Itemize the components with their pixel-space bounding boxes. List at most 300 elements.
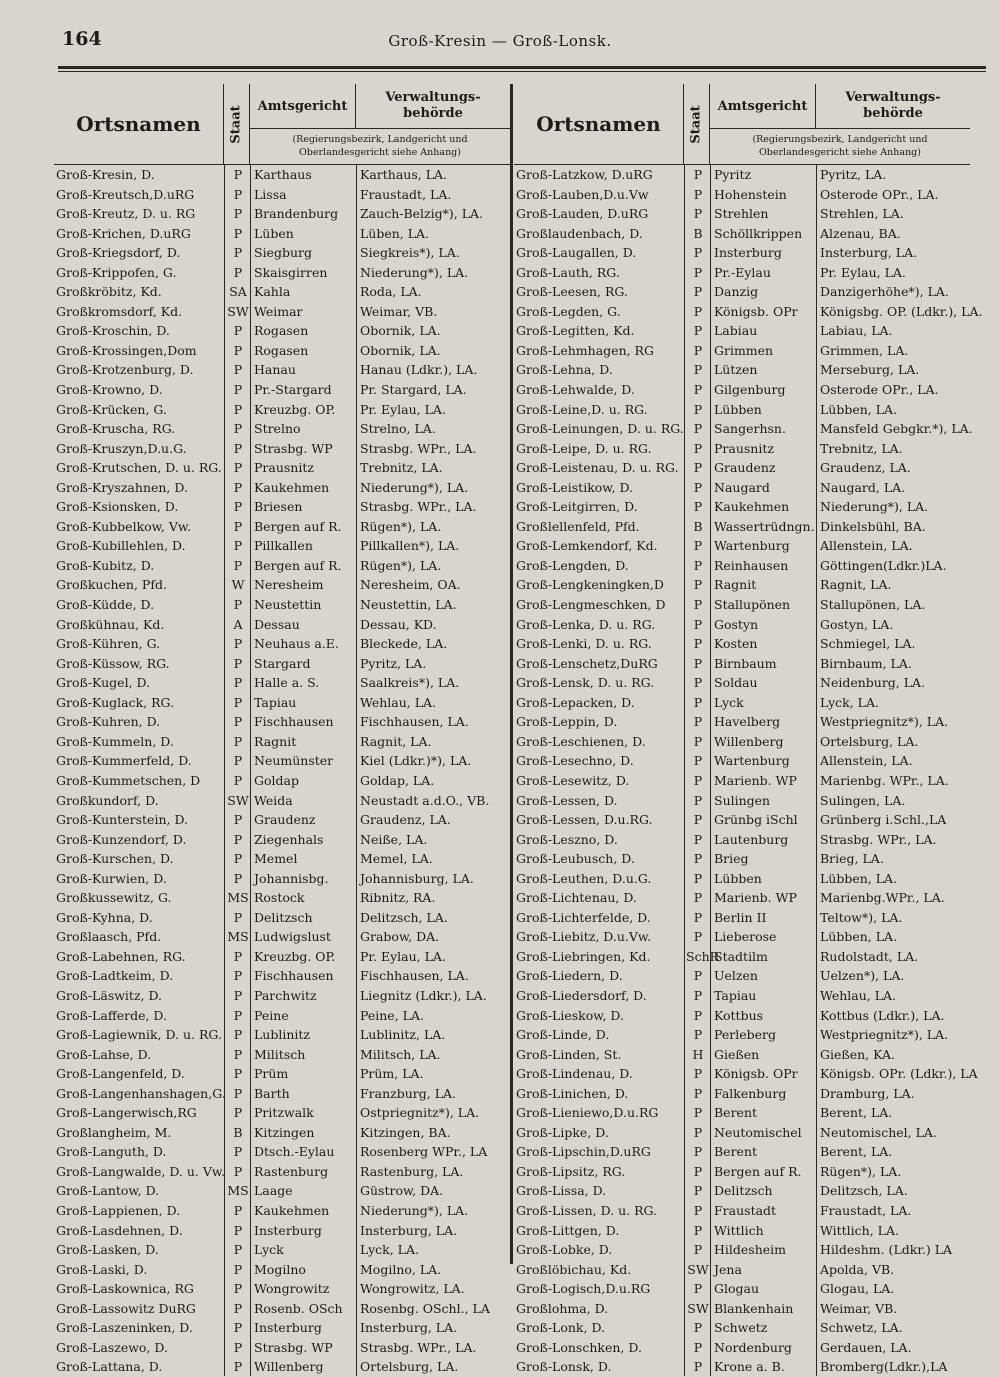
verwaltung-cell: Brieg, LA.	[820, 851, 884, 867]
amtsgericht-cell: Gilgenburg	[714, 382, 786, 398]
amtsgericht-cell: Willenberg	[254, 1359, 324, 1375]
state-code: P	[693, 382, 703, 398]
place-name: Groß-Langenfeld, D.	[56, 1066, 185, 1082]
verwaltung-cell: Rügen*), LA.	[360, 557, 442, 573]
state-code: P	[693, 284, 703, 300]
state-code: P	[233, 968, 243, 984]
table-row	[54, 341, 510, 361]
amtsgericht-cell: Strehlen	[714, 206, 769, 222]
state-code: P	[233, 440, 243, 456]
verwaltung-cell: Rügen*), LA.	[820, 1163, 902, 1179]
state-code: B	[233, 1124, 243, 1140]
verwaltung-cell: Glogau, LA.	[820, 1281, 895, 1297]
table-row	[514, 966, 970, 986]
amtsgericht-cell: Lübben	[714, 870, 762, 886]
verwaltung-cell: Karthaus, LA.	[360, 167, 448, 182]
amtsgericht-cell: Parchwitz	[254, 987, 317, 1003]
state-code: P	[233, 1105, 243, 1121]
verwaltung-cell: Osterode OPr., LA.	[820, 186, 939, 202]
table-row	[54, 165, 510, 185]
place-name: Groß-Kubbelkow, Vw.	[56, 518, 192, 534]
place-name: Groß-Leistikow, D.	[516, 479, 634, 495]
header-staat	[684, 84, 710, 164]
header-verwaltung: Verwaltungs-behörde	[385, 90, 481, 121]
place-name: Großlohma, D.	[516, 1300, 609, 1316]
table-row	[514, 1260, 970, 1280]
table-row	[54, 810, 510, 830]
state-code: P	[233, 518, 243, 534]
state-code: P	[693, 1007, 703, 1023]
amtsgericht-cell: Grimmen	[714, 342, 774, 358]
table-row	[54, 654, 510, 674]
table-row	[514, 1084, 970, 1104]
table-row	[514, 830, 970, 850]
verwaltung-cell: Göttingen(Ldkr.)LA.	[820, 557, 947, 573]
place-name: Großkussewitz, G.	[56, 890, 172, 906]
verwaltung-cell: Lüben, LA.	[360, 225, 430, 241]
state-code: P	[693, 538, 703, 554]
place-name: Groß-Läswitz, D.	[56, 987, 163, 1003]
amtsgericht-cell: Pyritz	[714, 167, 752, 182]
amtsgericht-cell: Schöllkrippen	[714, 225, 803, 241]
verwaltung-cell: Roda, LA.	[360, 284, 422, 300]
table-row	[514, 712, 970, 732]
table-row	[54, 986, 510, 1006]
verwaltung-cell: Rudolstadt, LA.	[820, 948, 919, 964]
table-row	[514, 517, 970, 537]
state-code: P	[233, 655, 243, 671]
verwaltung-cell: Rosenbg. OSchl., LA	[360, 1300, 490, 1316]
table-row	[54, 1025, 510, 1045]
verwaltung-cell: Ostpriegnitz*), LA.	[360, 1105, 480, 1121]
verwaltung-cell: Siegkreis*), LA.	[360, 245, 460, 261]
amtsgericht-cell: Berent	[714, 1144, 758, 1160]
table-row	[54, 1142, 510, 1162]
place-name: Groß-Lappienen, D.	[56, 1202, 181, 1218]
amtsgericht-cell: Willenberg	[714, 733, 784, 749]
amtsgericht-cell: Insterburg	[714, 245, 782, 261]
table-row	[514, 810, 970, 830]
header-staat-label: Staat	[229, 104, 244, 144]
verwaltung-cell: Gostyn, LA.	[820, 616, 894, 632]
table-row	[514, 1162, 970, 1182]
amtsgericht-cell: Neutomischel	[714, 1124, 802, 1140]
table-row	[514, 360, 970, 380]
place-name: Groß-Liedersdorf, D.	[516, 987, 647, 1003]
amtsgericht-cell: Lüben	[254, 225, 294, 241]
place-name: Groß-Leppin, D.	[516, 714, 618, 730]
verwaltung-cell: Lübben, LA.	[820, 929, 898, 945]
table-row	[514, 693, 970, 713]
verwaltung-cell: Berent, LA.	[820, 1105, 893, 1121]
table-row	[54, 908, 510, 928]
state-code: W	[231, 577, 245, 593]
place-name: Groß-Lipschin,D.uRG	[516, 1144, 651, 1160]
state-code: P	[233, 1320, 243, 1336]
place-name: Großkühnau, Kd.	[56, 616, 165, 632]
table-row	[54, 830, 510, 850]
verwaltung-cell: Trebnitz, LA.	[360, 460, 443, 476]
state-code: P	[693, 1242, 703, 1258]
place-name: Groß-Kriegsdorf, D.	[56, 245, 181, 261]
place-name: Groß-Lasdehnen, D.	[56, 1222, 183, 1238]
amtsgericht-cell: Krone a. B.	[714, 1359, 785, 1375]
state-code: P	[233, 421, 243, 437]
table-row	[514, 497, 970, 517]
table-row	[54, 1357, 510, 1377]
state-code: P	[233, 1046, 243, 1062]
verwaltung-cell: Westpriegnitz*), LA.	[820, 1027, 949, 1043]
verwaltung-cell: Uelzen*), LA.	[820, 968, 905, 984]
table-row	[54, 224, 510, 244]
state-code: P	[233, 870, 243, 886]
state-code: P	[233, 1027, 243, 1043]
table-row	[514, 927, 970, 947]
amtsgericht-cell: Rostock	[254, 890, 305, 906]
state-code: P	[693, 968, 703, 984]
verwaltung-cell: Fraustadt, LA.	[360, 186, 452, 202]
amtsgericht-cell: Lyck	[714, 694, 744, 710]
amtsgericht-cell: Falkenburg	[714, 1085, 787, 1101]
place-name: Großlellenfeld, Pfd.	[516, 518, 640, 534]
verwaltung-cell: Dramburg, LA.	[820, 1085, 915, 1101]
verwaltung-cell: Obornik, LA.	[360, 342, 441, 358]
place-name: Groß-Lengkeningken,D	[516, 577, 664, 593]
amtsgericht-cell: Gostyn	[714, 616, 759, 632]
state-code: P	[233, 1339, 243, 1355]
place-name: Groß-Laugallen, D.	[516, 245, 637, 261]
amtsgericht-cell: Neustettin	[254, 597, 322, 613]
table-row	[54, 282, 510, 302]
state-code: P	[233, 186, 243, 202]
state-code: P	[693, 1144, 703, 1160]
place-name: Groß-Kyhna, D.	[56, 909, 153, 925]
amtsgericht-cell: Berlin II	[714, 909, 767, 925]
amtsgericht-cell: Gießen	[714, 1046, 760, 1062]
place-name: Groß-Lehwalde, D.	[516, 382, 635, 398]
amtsgericht-cell: Soldau	[714, 675, 758, 691]
place-name: Groß-Linichen, D.	[516, 1085, 629, 1101]
place-name: Groß-Legitten, Kd.	[516, 323, 635, 339]
amtsgericht-cell: Wittlich	[714, 1222, 764, 1238]
verwaltung-cell: Militsch, LA.	[360, 1046, 441, 1062]
place-name: Groß-Kruszyn,D.u.G.	[56, 440, 187, 456]
table-row	[54, 243, 510, 263]
column-rule	[710, 164, 711, 1376]
state-code: P	[233, 909, 243, 925]
amtsgericht-cell: Stadtilm	[714, 948, 768, 964]
verwaltung-cell: Pillkallen*), LA.	[360, 538, 460, 554]
amtsgericht-cell: Havelberg	[714, 714, 781, 730]
verwaltung-cell: Schmiegel, LA.	[820, 636, 916, 652]
state-code: SchR	[686, 948, 720, 964]
header-staat	[224, 84, 250, 164]
column-rule	[224, 164, 225, 1376]
verwaltung-cell: Strasbg. WPr., LA.	[820, 831, 937, 847]
verwaltung-cell: Weimar, VB.	[820, 1300, 898, 1316]
verwaltung-cell: Königsb. OPr. (Ldkr.), LA	[820, 1066, 978, 1082]
place-name: Groß-Kubitz, D.	[56, 557, 155, 573]
table-row	[54, 888, 510, 908]
verwaltung-cell: Pr. Eylau, LA.	[360, 401, 446, 417]
verwaltung-cell: Lyck, LA.	[820, 694, 879, 710]
table-row	[514, 243, 970, 263]
state-code: P	[233, 831, 243, 847]
verwaltung-cell: Bromberg(Ldkr.),LA	[820, 1359, 948, 1375]
verwaltung-cell: Rügen*), LA.	[360, 518, 442, 534]
table-row	[514, 1357, 970, 1377]
table-row	[54, 947, 510, 967]
table-row	[514, 771, 970, 791]
table-row	[54, 263, 510, 283]
header-staat-label: Staat	[689, 104, 704, 144]
table-row	[514, 1045, 970, 1065]
amtsgericht-cell: Bergen auf R.	[254, 557, 342, 573]
amtsgericht-cell: Rogasen	[254, 342, 309, 358]
place-name: Groß-Lahse, D.	[56, 1046, 152, 1062]
state-code: P	[233, 479, 243, 495]
verwaltung-cell: Güstrow, DA.	[360, 1183, 444, 1199]
verwaltung-cell: Strasbg. WPr., LA.	[360, 1339, 477, 1355]
amtsgericht-cell: Rastenburg	[254, 1163, 329, 1179]
amtsgericht-cell: Schwetz	[714, 1320, 768, 1336]
place-name: Groß-Kurwien, D.	[56, 870, 167, 886]
verwaltung-cell: Graudenz, LA.	[360, 812, 451, 828]
place-name: Groß-Kuglack, RG.	[56, 694, 175, 710]
place-name: Groß-Lensk, D. u. RG.	[516, 675, 655, 691]
state-code: P	[693, 792, 703, 808]
table-row	[514, 908, 970, 928]
table-row	[514, 595, 970, 615]
place-name: Groß-Langwalde, D. u. Vw.	[56, 1163, 226, 1179]
state-code: B	[693, 518, 703, 534]
state-code: MS	[227, 929, 249, 945]
amtsgericht-cell: Lublinitz	[254, 1027, 311, 1043]
verwaltung-cell: Niederung*), LA.	[360, 1202, 469, 1218]
verwaltung-cell: Insterburg, LA.	[360, 1320, 458, 1336]
verwaltung-cell: Grimmen, LA.	[820, 342, 909, 358]
state-code: P	[233, 538, 243, 554]
state-code: P	[693, 636, 703, 652]
amtsgericht-cell: Reinhausen	[714, 557, 789, 573]
state-code: P	[233, 1163, 243, 1179]
place-name: Groß-Krotzenburg, D.	[56, 362, 194, 378]
place-name: Groß-Lepacken, D.	[516, 694, 635, 710]
place-name: Groß-Kurschen, D.	[56, 851, 174, 867]
rows-left	[54, 165, 510, 1377]
verwaltung-cell: Strasbg. WPr., LA.	[360, 440, 477, 456]
verwaltung-cell: Liegnitz (Ldkr.), LA.	[360, 987, 487, 1003]
place-name: Groß-Ladtkeim, D.	[56, 968, 174, 984]
verwaltung-cell: Johannisburg, LA.	[360, 870, 474, 886]
verwaltung-cell: Fischhausen, LA.	[360, 714, 469, 730]
table-row	[514, 1279, 970, 1299]
place-name: Großlaudenbach, D.	[516, 225, 643, 241]
amtsgericht-cell: Ludwigslust	[254, 929, 331, 945]
amtsgericht-cell: Fraustadt	[714, 1202, 777, 1218]
state-code: P	[693, 1222, 703, 1238]
amtsgericht-cell: Ziegenhals	[254, 831, 324, 847]
table-row	[514, 888, 970, 908]
place-name: Groß-Kreutz, D. u. RG	[56, 206, 196, 222]
center-divider	[510, 84, 513, 1264]
verwaltung-cell: Hanau (Ldkr.), LA.	[360, 362, 478, 378]
verwaltung-cell: Neustettin, LA.	[360, 597, 457, 613]
verwaltung-cell: Pr. Eylau, LA.	[820, 264, 906, 280]
verwaltung-cell: Weimar, VB.	[360, 303, 438, 319]
header-ortsnamen: Ortsnamen	[514, 84, 684, 164]
state-code: P	[693, 1027, 703, 1043]
state-code: P	[693, 890, 703, 906]
amtsgericht-cell: Peine	[254, 1007, 289, 1023]
page-number: 164	[62, 28, 102, 50]
amtsgericht-cell: Ragnit	[714, 577, 757, 593]
verwaltung-cell: Allenstein, LA.	[820, 538, 913, 554]
table-row	[54, 615, 510, 635]
table-row	[54, 1240, 510, 1260]
place-name: Groß-Lassowitz DuRG	[56, 1300, 196, 1316]
table-row	[54, 1006, 510, 1026]
table-row	[54, 1318, 510, 1338]
place-name: Groß-Latzkow, D.uRG	[516, 167, 653, 182]
amtsgericht-cell: Wassertrüdngn.	[714, 518, 815, 534]
verwaltung-cell: Ribnitz, RA.	[360, 890, 436, 906]
state-code: P	[233, 812, 243, 828]
table-row	[54, 1084, 510, 1104]
state-code: P	[693, 1339, 703, 1355]
state-code: P	[233, 382, 243, 398]
state-code: P	[233, 460, 243, 476]
table-row	[514, 1240, 970, 1260]
place-name: Groß-Kunterstein, D.	[56, 812, 189, 828]
table-row	[514, 478, 970, 498]
table-row	[514, 673, 970, 693]
place-name: Groß-Kubillehlen, D.	[56, 538, 186, 554]
place-name: Groß-Leesen, RG.	[516, 284, 628, 300]
amtsgericht-cell: Kitzingen	[254, 1124, 315, 1140]
state-code: P	[693, 851, 703, 867]
state-code: P	[233, 1359, 243, 1375]
table-row	[54, 927, 510, 947]
state-code: P	[693, 812, 703, 828]
verwaltung-cell: Niederung*), LA.	[360, 264, 469, 280]
state-code: P	[693, 303, 703, 319]
place-name: Groß-Laski, D.	[56, 1261, 148, 1277]
header-ortsnamen: Ortsnamen	[54, 84, 224, 164]
place-name: Groß-Kroschin, D.	[56, 323, 170, 339]
state-code: P	[693, 870, 703, 886]
amtsgericht-cell: Skaisgirren	[254, 264, 328, 280]
place-name: Groß-Lenka, D. u. RG.	[516, 616, 656, 632]
verwaltung-cell: Kottbus (Ldkr.), LA.	[820, 1007, 945, 1023]
amtsgericht-cell: Siegburg	[254, 245, 312, 261]
amtsgericht-cell: Neumünster	[254, 753, 334, 769]
state-code: P	[693, 1359, 703, 1375]
place-name: Groß-Liebitz, D.u.Vw.	[516, 929, 652, 945]
place-name: Groß-Kummeln, D.	[56, 733, 174, 749]
amtsgericht-cell: Prausnitz	[254, 460, 314, 476]
amtsgericht-cell: Lieberose	[714, 929, 777, 945]
table-row	[54, 849, 510, 869]
amtsgericht-cell: Stargard	[254, 655, 311, 671]
state-code: P	[693, 1085, 703, 1101]
amtsgericht-cell: Sulingen	[714, 792, 771, 808]
table-row	[54, 1123, 510, 1143]
amtsgericht-cell: Delitzsch	[714, 1183, 773, 1199]
state-code: P	[233, 1242, 243, 1258]
state-code: P	[693, 714, 703, 730]
amtsgericht-cell: Lyck	[254, 1242, 284, 1258]
table-row	[54, 360, 510, 380]
place-name: Groß-Leitgirren, D.	[516, 499, 638, 515]
verwaltung-cell: Gießen, KA.	[820, 1046, 895, 1062]
table-row	[54, 751, 510, 771]
amtsgericht-cell: Pr.-Eylau	[714, 264, 771, 280]
place-name: Groß-Küdde, D.	[56, 597, 155, 613]
amtsgericht-cell: Laage	[254, 1183, 293, 1199]
amtsgericht-cell: Graudenz	[254, 812, 316, 828]
state-code: P	[693, 460, 703, 476]
amtsgericht-cell: Neuhaus a.E.	[254, 636, 339, 652]
table-row	[514, 1103, 970, 1123]
place-name: Groß-Leine,D. u. RG.	[516, 401, 648, 417]
table-row	[54, 380, 510, 400]
place-name: Groß-Ksionsken, D.	[56, 499, 179, 515]
table-row	[514, 849, 970, 869]
state-code: P	[233, 1222, 243, 1238]
table-row	[514, 751, 970, 771]
amtsgericht-cell: Lübben	[714, 401, 762, 417]
place-name: Groß-Lenki, D. u. RG.	[516, 636, 652, 652]
verwaltung-cell: Neustadt a.d.O., VB.	[360, 792, 490, 808]
top-rule	[58, 66, 986, 69]
amtsgericht-cell: Tapiau	[254, 694, 297, 710]
table-row	[514, 1299, 970, 1319]
amtsgericht-cell: Blankenhain	[714, 1300, 794, 1316]
verwaltung-cell: Peine, LA.	[360, 1007, 424, 1023]
amtsgericht-cell: Halle a. S.	[254, 675, 320, 691]
left-column-block	[54, 84, 510, 1377]
verwaltung-cell: Danzigerhöhe*), LA.	[820, 284, 949, 300]
state-code: P	[693, 342, 703, 358]
column-rule	[816, 164, 817, 1376]
amtsgericht-cell: Königsb. OPr	[714, 303, 798, 319]
state-code: P	[693, 1281, 703, 1297]
state-code: P	[233, 987, 243, 1003]
state-code: P	[233, 694, 243, 710]
place-name: Groß-Lesewitz, D.	[516, 772, 630, 788]
state-code: P	[693, 440, 703, 456]
place-name: Groß-Kresin, D.	[56, 167, 155, 182]
verwaltung-cell: Fraustadt, LA.	[820, 1202, 912, 1218]
table-row	[514, 185, 970, 205]
place-name: Groß-Leszno, D.	[516, 831, 618, 847]
column-rule	[684, 164, 685, 1376]
table-row	[514, 1318, 970, 1338]
place-name: Groß-Langenhanshagen,G.	[56, 1085, 226, 1101]
state-code: P	[693, 1105, 703, 1121]
verwaltung-cell: Strehlen, LA.	[820, 206, 904, 222]
right-column-block	[514, 84, 983, 1377]
header-note: (Regierungsbezirk, Landgericht und Oberlandesgericht siehe Anhang)	[250, 128, 510, 164]
table-row	[514, 1201, 970, 1221]
verwaltung-cell: Memel, LA.	[360, 851, 433, 867]
state-code: P	[693, 733, 703, 749]
state-code: P	[233, 1261, 243, 1277]
state-code: SW	[687, 1261, 709, 1277]
state-code: P	[233, 714, 243, 730]
verwaltung-cell: Delitzsch, LA.	[360, 909, 448, 925]
